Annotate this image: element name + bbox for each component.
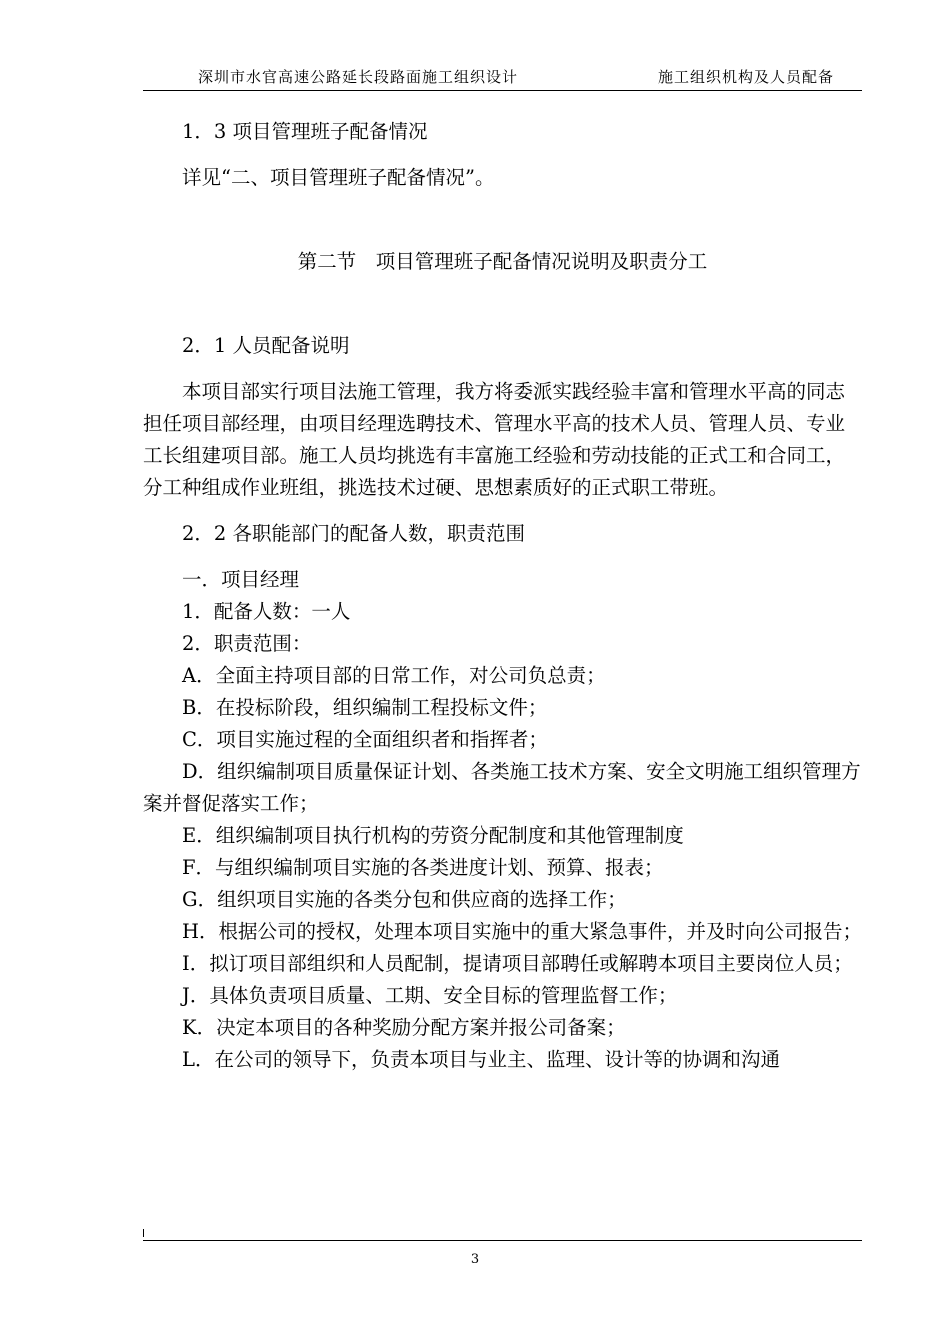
- duty-item-c: C．项目实施过程的全面组织者和指挥者；: [182, 728, 548, 751]
- duty-item-d: D．组织编制项目质量保证计划、各类施工技术方案、安全文明施工组织管理方案并督促落实工作；: [143, 760, 861, 815]
- subsection-1-3: 1．3 项目管理班子配备情况: [182, 120, 428, 143]
- project-manager-title: 一．项目经理: [182, 568, 300, 591]
- heading-2-2: 2．2 各职能部门的配备人数，职责范围: [182, 522, 526, 545]
- duty-item-f: F．与组织编制项目实施的各类进度计划、预算、报表；: [182, 856, 664, 879]
- intro-paragraph: 本项目部实行项目法施工管理，我方将委派实践经验丰富和管理水平高的同志担任项目部经理，由项目经理选聘技术、管理水平高的技术人员、管理人员、专业工长组建项目部。施工人员均挑选有丰富施工经验和劳动技能的正式工和合同工，分工种组成作业班组，挑选技术过硬、思想素质好的正式职工带班。: [143, 380, 846, 499]
- staff-count: 1．配备人数：一人: [182, 600, 351, 623]
- section-title: 第二节 项目管理班子配备情况说明及职责分工: [297, 250, 708, 273]
- duty-item-e: E．组织编制项目执行机构的劳资分配制度和其他管理制度: [182, 824, 684, 847]
- header-rule: [143, 90, 862, 91]
- duty-item-l: L．在公司的领导下，负责本项目与业主、监理、设计等的协调和沟通: [182, 1048, 780, 1071]
- duty-item-k: K．决定本项目的各种奖励分配方案并报公司备案；: [182, 1016, 626, 1039]
- page-number: 3: [470, 1252, 480, 1267]
- duties-title: 2．职责范围：: [182, 632, 312, 655]
- footer-mark: [143, 1229, 144, 1237]
- header-document-title: 深圳市水官高速公路延长段路面施工组织设计: [198, 68, 519, 86]
- header-chapter-title: 施工组织机构及人员配备: [658, 68, 835, 86]
- page-body: [143, 116, 862, 1076]
- heading-2-1: 2．1 人员配备说明: [182, 334, 350, 357]
- duty-item-h: H．根据公司的授权，处理本项目实施中的重大紧急事件，并及时向公司报告；: [182, 920, 863, 943]
- duty-item-j: J．具体负责项目质量、工期、安全目标的管理监督工作；: [182, 984, 678, 1007]
- reference-text: 详见“二、项目管理班子配备情况”。: [182, 166, 495, 189]
- footer-rule: [143, 1240, 862, 1241]
- duty-item-b: B．在投标阶段，组织编制工程投标文件；: [182, 696, 548, 719]
- duty-item-i: I．拟订项目部组织和人员配制，提请项目部聘任或解聘本项目主要岗位人员；: [182, 952, 853, 975]
- duty-item-a: A．全面主持项目部的日常工作，对公司负总责；: [182, 664, 606, 687]
- duty-item-g: G．组织项目实施的各类分包和供应商的选择工作；: [182, 888, 627, 911]
